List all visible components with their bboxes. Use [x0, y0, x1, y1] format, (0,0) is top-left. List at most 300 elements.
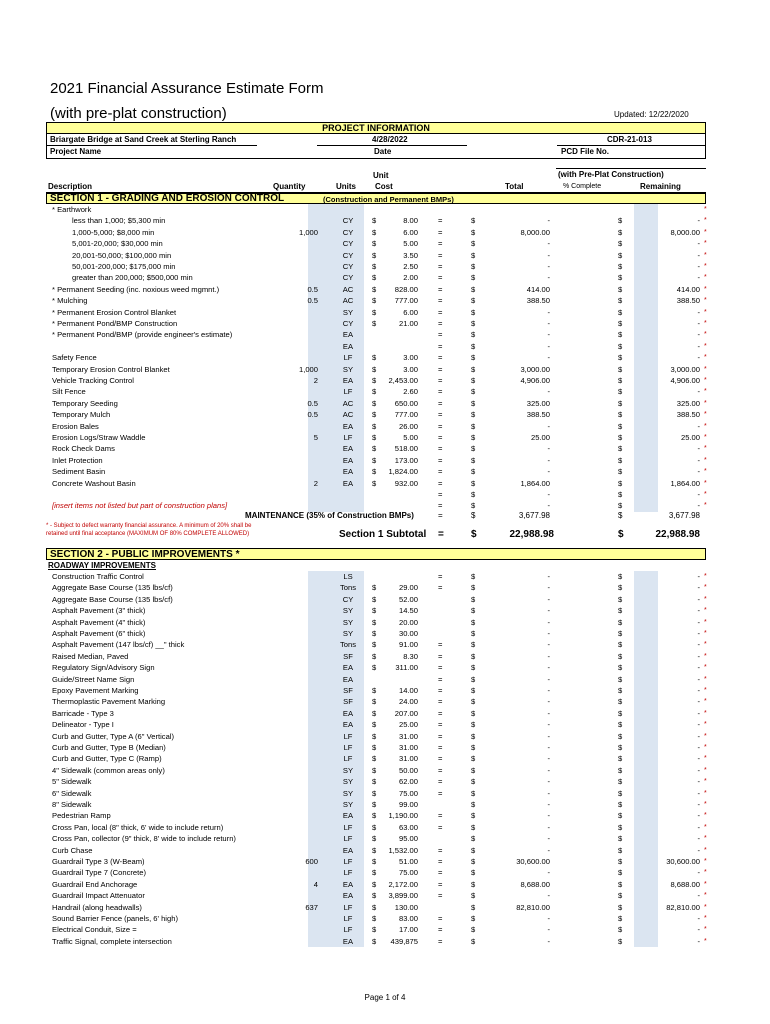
row-total-dollar: $ — [471, 686, 476, 695]
row-total-dollar: $ — [471, 834, 476, 844]
row-total-dollar: $ — [471, 891, 476, 901]
row-equals: = — [438, 319, 443, 328]
row-remaining: - — [697, 250, 700, 260]
row-remaining-dollar: $ — [618, 330, 623, 340]
row-remaining-dollar: $ — [618, 617, 623, 627]
table-row — [46, 295, 706, 306]
row-description: Temporary Seeding — [52, 398, 118, 408]
row-equals: = — [438, 651, 443, 661]
row-total: 1,864.00 — [520, 478, 550, 488]
row-cost-dollar: $ — [372, 902, 377, 912]
row-marker: * — [704, 744, 707, 751]
row-unit-cost: 2.00 — [403, 273, 418, 283]
project-info-header — [46, 122, 706, 134]
row-description: Cross Pan, local (8" thick, 6' wide to include return) — [52, 822, 224, 832]
row-marker: * — [704, 217, 707, 225]
row-description: Silt Fence — [52, 387, 86, 397]
table-row — [46, 307, 706, 318]
row-marker: * — [704, 320, 707, 327]
row-remaining: - — [697, 444, 700, 454]
row-remaining: - — [697, 353, 700, 363]
project-name-label: Project Name — [50, 147, 102, 156]
row-quantity: 1,000 — [298, 364, 318, 374]
row-marker: * — [704, 926, 707, 934]
row-description: less than 1,000; $5,300 min — [72, 216, 166, 226]
row-remaining: 25.00 — [680, 433, 700, 442]
row-total: - — [547, 845, 550, 855]
row-description: Regulatory Sign/Advisory Sign — [52, 663, 155, 673]
row-total-dollar: $ — [471, 743, 476, 752]
row-total: 414.00 — [526, 284, 550, 294]
table-row — [46, 605, 706, 616]
row-quantity: 0.5 — [307, 296, 318, 306]
row-remaining-dollar: $ — [618, 857, 623, 866]
row-cost-dollar: $ — [372, 594, 377, 604]
row-remaining: - — [697, 572, 700, 581]
row-remaining-dollar: $ — [618, 822, 623, 832]
row-equals: = — [438, 914, 443, 923]
row-cost-dollar: $ — [372, 720, 377, 730]
row-total: - — [547, 868, 550, 878]
row-units: SY — [342, 765, 354, 775]
row-quantity: 637 — [305, 902, 318, 912]
row-remaining-dollar: $ — [618, 697, 623, 707]
row-description: Traffic Signal, complete intersection — [52, 936, 172, 946]
row-marker: * — [704, 664, 707, 672]
row-unit-cost: 777.00 — [394, 410, 418, 420]
row-cost-dollar: $ — [372, 708, 377, 718]
row-unit-cost: 6.00 — [403, 227, 418, 237]
row-unit-cost: 5.00 — [403, 433, 418, 442]
row-description: Sediment Basin — [52, 467, 106, 477]
row-remaining: - — [697, 663, 700, 673]
row-units: AC — [342, 284, 354, 294]
row-total: - — [547, 788, 550, 798]
row-equals: = — [438, 743, 443, 752]
row-description: Aggregate Base Course (135 lbs/cf) — [52, 594, 173, 604]
row-description: * Permanent Pond/BMP (provide engineer's estimate) — [52, 330, 233, 340]
row-equals: = — [438, 455, 443, 465]
row-equals: = — [438, 811, 443, 821]
row-units: SY — [342, 788, 354, 798]
row-cost-dollar: $ — [372, 296, 377, 306]
row-total-dollar: $ — [471, 731, 476, 741]
row-units: LF — [343, 834, 353, 844]
row-unit-cost: 63.00 — [398, 822, 418, 832]
row-marker: * — [704, 285, 707, 293]
row-description: Concrete Washout Basin — [52, 478, 136, 488]
row-unit-cost: 932.00 — [394, 478, 418, 488]
row-description: [insert items not listed but part of construction plans] — [52, 501, 228, 511]
row-unit-cost: 311.00 — [395, 663, 418, 673]
row-cost-dollar: $ — [372, 765, 377, 775]
row-total: - — [547, 651, 550, 661]
row-total-dollar: $ — [471, 296, 476, 306]
row-quantity: 5 — [313, 433, 318, 442]
table-row — [46, 742, 706, 753]
row-remaining: 1,864.00 — [670, 478, 700, 488]
row-units: SY — [342, 800, 354, 809]
row-remaining-dollar: $ — [618, 765, 623, 775]
row-total: 82,810.00 — [516, 902, 550, 912]
row-remaining-dollar: $ — [618, 262, 623, 271]
col-remaining: Remaining — [640, 182, 681, 191]
row-remaining-dollar: $ — [618, 686, 623, 695]
row-remaining: 82,810.00 — [666, 902, 700, 912]
section1-subtotal-label: Section 1 Subtotal — [339, 529, 427, 540]
table-row — [46, 879, 706, 890]
row-equals: = — [438, 364, 443, 374]
row-remaining: - — [697, 936, 700, 946]
table-row — [46, 284, 706, 295]
maintenance-total: 3,677.98 — [518, 511, 550, 520]
row-remaining-dollar: $ — [618, 731, 623, 741]
row-remaining: 325.00 — [676, 398, 700, 408]
row-marker: * — [704, 331, 707, 339]
row-marker: * — [704, 342, 707, 350]
row-marker: * — [704, 456, 707, 464]
row-total-dollar: $ — [471, 490, 476, 499]
row-cost-dollar: $ — [372, 640, 377, 650]
row-description: Thermoplastic Pavement Marking — [52, 697, 166, 707]
table-row — [46, 409, 706, 420]
row-description: 5,001-20,000; $30,000 min — [72, 239, 163, 249]
row-remaining: - — [697, 708, 700, 718]
maintenance-label: MAINTENANCE (35% of Construction BMPs) — [245, 511, 414, 520]
row-remaining: - — [697, 800, 700, 809]
row-total-dollar: $ — [471, 800, 476, 809]
row-total-dollar: $ — [471, 868, 476, 878]
row-total-dollar: $ — [471, 617, 476, 627]
table-row — [46, 204, 706, 215]
row-marker: * — [704, 755, 707, 763]
row-total: 25.00 — [530, 433, 550, 442]
row-remaining-dollar: $ — [618, 902, 623, 912]
row-total-dollar: $ — [471, 697, 476, 707]
row-marker: * — [704, 365, 707, 373]
row-cost-dollar: $ — [372, 250, 377, 260]
row-equals: = — [438, 640, 443, 650]
table-row — [46, 902, 706, 913]
row-remaining-dollar: $ — [618, 421, 623, 431]
row-total: - — [547, 936, 550, 946]
row-total-dollar: $ — [471, 765, 476, 775]
row-remaining: - — [697, 891, 700, 901]
row-description: Safety Fence — [52, 353, 97, 363]
row-total-dollar: $ — [471, 936, 476, 946]
row-total: 4,906.00 — [520, 376, 550, 385]
row-quantity: 2 — [313, 478, 318, 488]
row-total: 8,688.00 — [520, 879, 550, 889]
row-marker: * — [704, 903, 707, 911]
row-marker: * — [704, 721, 707, 729]
row-total: - — [547, 891, 550, 901]
row-remaining-dollar: $ — [618, 629, 623, 638]
row-marker: * — [704, 789, 707, 797]
row-units: EA — [342, 663, 354, 673]
row-description: * Earthwork — [52, 205, 92, 214]
row-total: - — [547, 800, 550, 809]
row-remaining: - — [697, 914, 700, 923]
row-unit-cost: 30.00 — [398, 629, 418, 638]
row-remaining: - — [697, 868, 700, 878]
row-unit-cost: 20.00 — [398, 617, 418, 627]
row-total: - — [547, 341, 550, 351]
row-total-dollar: $ — [471, 433, 476, 442]
row-remaining: - — [697, 594, 700, 604]
row-total-dollar: $ — [471, 914, 476, 923]
row-total-dollar: $ — [471, 822, 476, 832]
row-units: EA — [342, 478, 354, 488]
row-remaining: - — [697, 617, 700, 627]
row-remaining-dollar: $ — [618, 879, 623, 889]
row-marker: * — [704, 652, 707, 660]
row-remaining-dollar: $ — [618, 743, 623, 752]
row-cost-dollar: $ — [372, 617, 377, 627]
row-total: - — [547, 674, 550, 684]
row-total-dollar: $ — [471, 572, 476, 581]
row-unit-cost: 14.00 — [398, 686, 418, 695]
row-cost-dollar: $ — [372, 444, 377, 454]
row-units: LF — [343, 731, 353, 741]
row-cost-dollar: $ — [372, 629, 377, 638]
row-marker: * — [704, 240, 707, 248]
row-remaining-dollar: $ — [618, 834, 623, 844]
row-marker: * — [704, 468, 707, 476]
row-total-dollar: $ — [471, 216, 476, 226]
row-equals: = — [438, 845, 443, 855]
row-equals: = — [438, 410, 443, 420]
row-unit-cost: 2,172.00 — [388, 879, 418, 889]
row-marker: * — [704, 354, 707, 362]
row-total: - — [547, 743, 550, 752]
row-remaining-dollar: $ — [618, 490, 623, 499]
row-units: LF — [343, 387, 353, 397]
row-remaining-dollar: $ — [618, 444, 623, 454]
row-unit-cost: 8.30 — [403, 651, 418, 661]
pcd-value: CDR-21-013 — [607, 135, 652, 144]
row-total-dollar: $ — [471, 239, 476, 249]
row-remaining: - — [697, 421, 700, 431]
row-remaining-dollar: $ — [618, 250, 623, 260]
row-remaining-dollar: $ — [618, 296, 623, 306]
row-equals: = — [438, 262, 443, 271]
row-units: LF — [343, 433, 353, 442]
row-total: - — [547, 777, 550, 787]
row-remaining: 388.50 — [676, 410, 700, 420]
row-units: SF — [343, 697, 353, 707]
row-description: Vehicle Tracking Control — [52, 376, 134, 385]
row-equals: = — [438, 341, 443, 351]
row-cost-dollar: $ — [372, 811, 377, 821]
row-remaining: - — [697, 455, 700, 465]
row-total-dollar: $ — [471, 777, 476, 787]
table-row — [46, 708, 706, 719]
row-marker: * — [704, 573, 707, 580]
row-total-dollar: $ — [471, 754, 476, 764]
row-equals: = — [438, 501, 443, 511]
row-total: - — [547, 307, 550, 317]
row-units: LF — [343, 743, 353, 752]
row-description: Delineator - Type I — [52, 720, 114, 730]
row-total: - — [547, 925, 550, 935]
row-units: LF — [343, 353, 353, 363]
row-cost-dollar: $ — [372, 822, 377, 832]
col-unit-label: Unit — [373, 171, 389, 180]
row-units: SY — [342, 777, 354, 787]
row-unit-cost: 1,190.00 — [388, 811, 418, 821]
row-cost-dollar: $ — [372, 284, 377, 294]
row-total-dollar: $ — [471, 467, 476, 477]
row-remaining: - — [697, 629, 700, 638]
row-total: - — [547, 697, 550, 707]
row-marker: * — [704, 937, 707, 945]
row-units: EA — [342, 845, 354, 855]
row-units: AC — [342, 296, 354, 306]
table-row — [46, 421, 706, 432]
row-remaining-dollar: $ — [618, 467, 623, 477]
col-preplat-label: (with Pre-Plat Construction) — [558, 170, 664, 179]
row-total-dollar: $ — [471, 594, 476, 604]
row-unit-cost: 2.60 — [403, 387, 418, 397]
row-description: Guide/Street Name Sign — [52, 674, 135, 684]
row-equals: = — [438, 674, 443, 684]
row-cost-dollar: $ — [372, 606, 377, 616]
row-total-dollar: $ — [471, 788, 476, 798]
row-description: Temporary Mulch — [52, 410, 111, 420]
row-unit-cost: 51.00 — [398, 857, 418, 866]
row-marker: * — [704, 263, 707, 270]
row-unit-cost: 3.00 — [403, 364, 418, 374]
row-description: Guardrail Type 7 (Concrete) — [52, 868, 146, 878]
row-remaining: 3,000.00 — [670, 364, 700, 374]
row-quantity: 2 — [313, 376, 318, 385]
row-total: 325.00 — [526, 398, 550, 408]
row-marker: * — [704, 411, 707, 419]
table-row — [46, 936, 706, 947]
table-row — [46, 822, 706, 833]
section1-header — [46, 193, 706, 204]
row-remaining-dollar: $ — [618, 708, 623, 718]
row-units: CY — [342, 227, 354, 237]
row-equals: = — [438, 822, 443, 832]
table-row — [46, 594, 706, 605]
row-equals: = — [438, 663, 443, 673]
table-row — [46, 352, 706, 363]
row-total: 30,600.00 — [516, 857, 550, 866]
row-remaining-dollar: $ — [618, 583, 623, 593]
row-equals: = — [438, 433, 443, 442]
row-description: Asphalt Pavement (147 lbs/cf) __" thick — [52, 640, 185, 650]
table-row — [46, 238, 706, 249]
row-units: EA — [342, 421, 354, 431]
row-equals: = — [438, 239, 443, 249]
row-description: Curb and Gutter, Type C (Ramp) — [52, 754, 162, 764]
row-remaining-dollar: $ — [618, 845, 623, 855]
row-total-dollar: $ — [471, 879, 476, 889]
section1-heading-note: (Construction and Permanent BMPs) — [323, 195, 454, 204]
row-units: LF — [343, 857, 353, 866]
row-cost-dollar: $ — [372, 583, 377, 593]
row-total: - — [547, 822, 550, 832]
row-unit-cost: 207.00 — [394, 708, 418, 718]
row-remaining: - — [697, 777, 700, 787]
row-total: - — [547, 387, 550, 397]
row-unit-cost: 8.00 — [403, 216, 418, 226]
row-units: EA — [342, 936, 354, 946]
row-units: LF — [343, 868, 353, 878]
row-cost-dollar: $ — [372, 925, 377, 935]
row-total: - — [547, 914, 550, 923]
row-total-dollar: $ — [471, 811, 476, 821]
row-remaining-dollar: $ — [618, 594, 623, 604]
row-remaining: - — [697, 467, 700, 477]
row-total: 388.50 — [526, 410, 550, 420]
project-info-heading: PROJECT INFORMATION — [322, 123, 430, 133]
row-remaining-dollar: $ — [618, 307, 623, 317]
row-quantity: 0.5 — [307, 410, 318, 420]
row-cost-dollar: $ — [372, 936, 377, 946]
row-marker: * — [704, 251, 707, 259]
row-quantity: 1,000 — [298, 227, 318, 237]
table-row — [46, 639, 706, 650]
row-remaining-dollar: $ — [618, 364, 623, 374]
col-total: Total — [505, 182, 524, 191]
row-unit-cost: 75.00 — [398, 788, 418, 798]
row-total-dollar: $ — [471, 902, 476, 912]
row-cost-dollar: $ — [372, 731, 377, 741]
row-total-dollar: $ — [471, 606, 476, 616]
row-cost-dollar: $ — [372, 216, 377, 226]
row-total: - — [547, 811, 550, 821]
table-row — [46, 571, 706, 582]
table-row — [46, 261, 706, 272]
row-marker: * — [704, 801, 707, 808]
row-description: Guardrail End Anchorage — [52, 879, 138, 889]
table-row — [46, 696, 706, 707]
row-remaining: - — [697, 697, 700, 707]
row-equals: = — [438, 788, 443, 798]
row-remaining: 8,000.00 — [670, 227, 700, 237]
row-total-dollar: $ — [471, 341, 476, 351]
row-unit-cost: 2,453.00 — [388, 376, 418, 385]
row-cost-dollar: $ — [372, 777, 377, 787]
table-row — [46, 432, 706, 443]
row-unit-cost: 1,824.00 — [388, 467, 418, 477]
row-total-dollar: $ — [471, 925, 476, 935]
row-description: Curb Chase — [52, 845, 93, 855]
row-description: Sound Barrier Fence (panels, 6' high) — [52, 914, 178, 923]
row-quantity: 0.5 — [307, 398, 318, 408]
row-remaining: 4,906.00 — [670, 376, 700, 385]
row-unit-cost: 17.00 — [398, 925, 418, 935]
row-total-dollar: $ — [471, 501, 476, 511]
row-cost-dollar: $ — [372, 743, 377, 752]
row-description: 5" Sidewalk — [52, 777, 92, 787]
table-row — [46, 719, 706, 730]
row-total-dollar: $ — [471, 330, 476, 340]
col-cost: Cost — [375, 182, 393, 191]
row-marker: * — [704, 584, 707, 592]
row-total: - — [547, 455, 550, 465]
row-marker: * — [704, 422, 707, 430]
row-remaining-dollar: $ — [618, 651, 623, 661]
row-equals: = — [438, 353, 443, 363]
row-remaining-dollar: $ — [618, 674, 623, 684]
row-equals: = — [438, 250, 443, 260]
table-row — [46, 489, 706, 500]
row-cost-dollar: $ — [372, 868, 377, 878]
